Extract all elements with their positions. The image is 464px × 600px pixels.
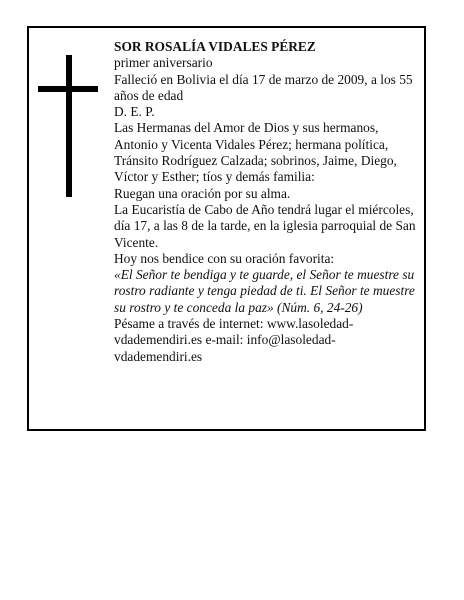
family-list: Las Hermanas del Amor de Dios y sus hermanos, Antonio y Vicenta Vidales Pérez; hermana política, Tránsito Rodríguez Calzada; sobrinos, Jaime, Diego, Víctor y Esther; tíos y demás familia: xyxy=(114,120,397,185)
cross-horizontal-bar xyxy=(38,86,98,92)
mass-announcement: La Eucaristía de Cabo de Año tendrá lugar el miércoles, día 17, a las 8 de la tarde, en la iglesia parroquial de San Vicente. xyxy=(114,201,416,250)
cross-icon xyxy=(38,55,98,197)
rip-abbreviation: D. E. P. xyxy=(114,104,155,120)
prayer-quote: «El Señor te bendiga y te guarde, el Señor te muestre su rostro radiante y tenga piedad de ti. El Señor te muestre su rostro y te conceda la paz» xyxy=(114,267,415,315)
condolence-contact: Pésame a través de internet: www.lasoledad-vdademendiri.es e-mail: info@lasoledad-vdademendiri.es xyxy=(114,316,354,364)
death-details: Falleció en Bolivia el día 17 de marzo de 2009, a los 55 años de edad xyxy=(114,71,413,103)
prayer-intro: Hoy nos bendice con su oración favorita: xyxy=(114,250,335,266)
prayer-request: Ruegan una oración por su alma. xyxy=(114,185,291,201)
prayer-reference: (Núm. 6, 24-26) xyxy=(273,299,363,315)
anniversary-subtitle: primer aniversario xyxy=(114,55,213,71)
prayer-paragraph xyxy=(114,267,422,316)
cross-vertical-bar xyxy=(66,55,72,197)
deceased-name: SOR ROSALÍA VIDALES PÉREZ xyxy=(114,39,316,54)
notice-body xyxy=(114,39,422,365)
